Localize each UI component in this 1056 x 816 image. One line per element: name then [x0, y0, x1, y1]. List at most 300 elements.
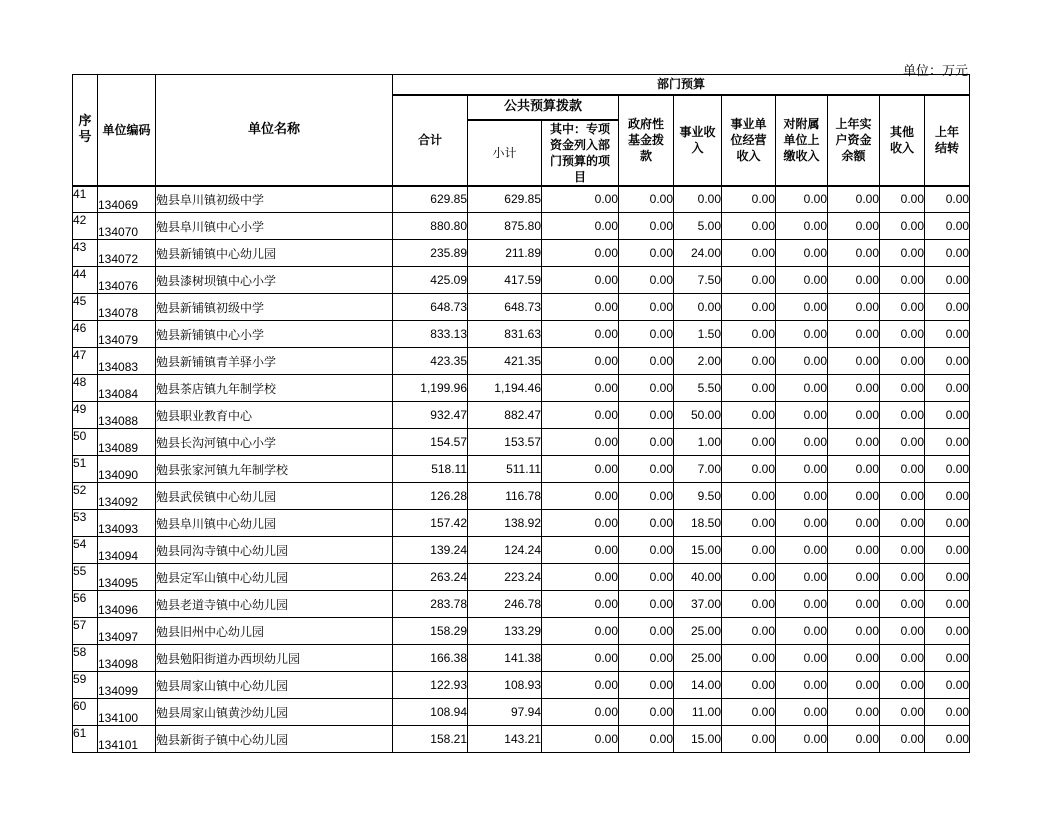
row-business-income: 11.00	[674, 699, 722, 726]
row-gov-fund: 0.00	[619, 267, 674, 294]
row-business-income: 5.50	[674, 375, 722, 402]
row-other-income: 0.00	[880, 726, 925, 753]
table-row	[73, 510, 970, 537]
row-last-year-balance: 0.00	[828, 429, 880, 456]
row-gov-fund: 0.00	[619, 591, 674, 618]
row-affiliated-income: 0.00	[776, 267, 828, 294]
row-code: 134094	[98, 537, 156, 564]
row-special: 0.00	[542, 348, 619, 375]
row-name: 勉县同沟寺镇中心幼儿园	[156, 537, 393, 564]
row-other-income: 0.00	[880, 699, 925, 726]
row-total: 629.85	[393, 186, 468, 213]
table-row	[73, 267, 970, 294]
row-name: 勉县长沟河镇中心小学	[156, 429, 393, 456]
row-seq: 43	[73, 240, 98, 267]
row-code: 134076	[98, 267, 156, 294]
row-special: 0.00	[542, 321, 619, 348]
row-gov-fund: 0.00	[619, 402, 674, 429]
row-special: 0.00	[542, 213, 619, 240]
row-seq: 44	[73, 267, 98, 294]
row-code: 134098	[98, 645, 156, 672]
row-name: 勉县新街子镇中心幼儿园	[156, 726, 393, 753]
row-seq: 53	[73, 510, 98, 537]
row-business-unit-income: 0.00	[722, 699, 776, 726]
row-special: 0.00	[542, 618, 619, 645]
row-business-unit-income: 0.00	[722, 348, 776, 375]
table-row	[73, 321, 970, 348]
row-total: 235.89	[393, 240, 468, 267]
unit-label: 单位：万元	[902, 64, 968, 79]
row-last-year-balance: 0.00	[828, 186, 880, 213]
header-business-income: 事业收入	[674, 95, 722, 186]
row-seq: 52	[73, 483, 98, 510]
row-affiliated-income: 0.00	[776, 483, 828, 510]
row-business-income: 9.50	[674, 483, 722, 510]
row-name: 勉县新铺镇中心小学	[156, 321, 393, 348]
row-other-income: 0.00	[880, 510, 925, 537]
row-business-unit-income: 0.00	[722, 186, 776, 213]
row-subtotal: 875.80	[468, 213, 542, 240]
row-gov-fund: 0.00	[619, 456, 674, 483]
header-code: 单位编码	[98, 75, 156, 186]
row-total: 122.93	[393, 672, 468, 699]
row-other-income: 0.00	[880, 294, 925, 321]
row-name: 勉县阜川镇中心幼儿园	[156, 510, 393, 537]
table-row	[73, 375, 970, 402]
row-gov-fund: 0.00	[619, 564, 674, 591]
row-name: 勉县新铺镇中心幼儿园	[156, 240, 393, 267]
row-affiliated-income: 0.00	[776, 186, 828, 213]
header-subtotal: 小计	[468, 120, 542, 186]
row-subtotal: 246.78	[468, 591, 542, 618]
row-last-year-balance: 0.00	[828, 618, 880, 645]
row-other-income: 0.00	[880, 321, 925, 348]
row-subtotal: 223.24	[468, 564, 542, 591]
row-special: 0.00	[542, 537, 619, 564]
row-code: 134070	[98, 213, 156, 240]
row-special: 0.00	[542, 402, 619, 429]
row-name: 勉县职业教育中心	[156, 402, 393, 429]
row-code: 134072	[98, 240, 156, 267]
row-subtotal: 882.47	[468, 402, 542, 429]
row-name: 勉县勉阳街道办西坝幼儿园	[156, 645, 393, 672]
row-name: 勉县定军山镇中心幼儿园	[156, 564, 393, 591]
row-carryover: 0.00	[925, 699, 970, 726]
row-carryover: 0.00	[925, 618, 970, 645]
row-other-income: 0.00	[880, 186, 925, 213]
row-last-year-balance: 0.00	[828, 213, 880, 240]
row-special: 0.00	[542, 591, 619, 618]
row-last-year-balance: 0.00	[828, 672, 880, 699]
row-name: 勉县周家山镇黄沙幼儿园	[156, 699, 393, 726]
row-seq: 61	[73, 726, 98, 753]
row-affiliated-income: 0.00	[776, 510, 828, 537]
row-special: 0.00	[542, 726, 619, 753]
table-row	[73, 186, 970, 213]
table-row	[73, 213, 970, 240]
row-special: 0.00	[542, 672, 619, 699]
row-business-income: 25.00	[674, 618, 722, 645]
row-name: 勉县新铺镇初级中学	[156, 294, 393, 321]
row-gov-fund: 0.00	[619, 672, 674, 699]
table-row	[73, 591, 970, 618]
row-affiliated-income: 0.00	[776, 591, 828, 618]
row-business-unit-income: 0.00	[722, 510, 776, 537]
row-name: 勉县旧州中心幼儿园	[156, 618, 393, 645]
table-row	[73, 645, 970, 672]
row-seq: 42	[73, 213, 98, 240]
row-business-income: 1.50	[674, 321, 722, 348]
row-total: 108.94	[393, 699, 468, 726]
row-seq: 58	[73, 645, 98, 672]
row-carryover: 0.00	[925, 591, 970, 618]
row-business-unit-income: 0.00	[722, 672, 776, 699]
row-affiliated-income: 0.00	[776, 321, 828, 348]
row-special: 0.00	[542, 375, 619, 402]
row-subtotal: 421.35	[468, 348, 542, 375]
row-seq: 48	[73, 375, 98, 402]
row-subtotal: 97.94	[468, 699, 542, 726]
row-affiliated-income: 0.00	[776, 348, 828, 375]
row-affiliated-income: 0.00	[776, 537, 828, 564]
row-total: 932.47	[393, 402, 468, 429]
row-carryover: 0.00	[925, 510, 970, 537]
row-code: 134069	[98, 186, 156, 213]
row-subtotal: 108.93	[468, 672, 542, 699]
row-business-unit-income: 0.00	[722, 267, 776, 294]
row-special: 0.00	[542, 294, 619, 321]
row-last-year-balance: 0.00	[828, 348, 880, 375]
row-business-unit-income: 0.00	[722, 240, 776, 267]
row-business-unit-income: 0.00	[722, 591, 776, 618]
row-subtotal: 138.92	[468, 510, 542, 537]
table-row	[73, 483, 970, 510]
row-special: 0.00	[542, 564, 619, 591]
row-special: 0.00	[542, 510, 619, 537]
row-total: 158.29	[393, 618, 468, 645]
row-name: 勉县武侯镇中心幼儿园	[156, 483, 393, 510]
row-business-unit-income: 0.00	[722, 321, 776, 348]
table-row	[73, 456, 970, 483]
row-special: 0.00	[542, 429, 619, 456]
row-other-income: 0.00	[880, 672, 925, 699]
row-last-year-balance: 0.00	[828, 375, 880, 402]
row-subtotal: 629.85	[468, 186, 542, 213]
table-body	[73, 186, 970, 753]
row-business-unit-income: 0.00	[722, 402, 776, 429]
row-carryover: 0.00	[925, 456, 970, 483]
row-business-income: 18.50	[674, 510, 722, 537]
row-name: 勉县新铺镇青羊驿小学	[156, 348, 393, 375]
row-last-year-balance: 0.00	[828, 321, 880, 348]
row-code: 134101	[98, 726, 156, 753]
table-row	[73, 618, 970, 645]
row-total: 648.73	[393, 294, 468, 321]
row-affiliated-income: 0.00	[776, 618, 828, 645]
row-code: 134079	[98, 321, 156, 348]
row-other-income: 0.00	[880, 591, 925, 618]
row-business-income: 7.00	[674, 456, 722, 483]
row-code: 134093	[98, 510, 156, 537]
row-carryover: 0.00	[925, 726, 970, 753]
row-business-income: 0.00	[674, 294, 722, 321]
row-total: 263.24	[393, 564, 468, 591]
row-code: 134092	[98, 483, 156, 510]
row-last-year-balance: 0.00	[828, 456, 880, 483]
row-other-income: 0.00	[880, 456, 925, 483]
row-last-year-balance: 0.00	[828, 483, 880, 510]
row-affiliated-income: 0.00	[776, 402, 828, 429]
row-subtotal: 133.29	[468, 618, 542, 645]
row-subtotal: 1,194.46	[468, 375, 542, 402]
row-code: 134078	[98, 294, 156, 321]
row-other-income: 0.00	[880, 375, 925, 402]
row-business-unit-income: 0.00	[722, 483, 776, 510]
row-name: 勉县漆树坝镇中心小学	[156, 267, 393, 294]
row-affiliated-income: 0.00	[776, 645, 828, 672]
row-code: 134100	[98, 699, 156, 726]
row-subtotal: 648.73	[468, 294, 542, 321]
row-last-year-balance: 0.00	[828, 726, 880, 753]
row-carryover: 0.00	[925, 294, 970, 321]
row-last-year-balance: 0.00	[828, 537, 880, 564]
header-last-year-balance: 上年实户资金余额	[828, 95, 880, 186]
row-seq: 54	[73, 537, 98, 564]
table-row	[73, 240, 970, 267]
header-other-income: 其他收入	[880, 95, 925, 186]
row-total: 126.28	[393, 483, 468, 510]
row-seq: 51	[73, 456, 98, 483]
row-carryover: 0.00	[925, 348, 970, 375]
row-total: 139.24	[393, 537, 468, 564]
row-last-year-balance: 0.00	[828, 294, 880, 321]
row-business-income: 15.00	[674, 726, 722, 753]
row-name: 勉县周家山镇中心幼儿园	[156, 672, 393, 699]
row-other-income: 0.00	[880, 240, 925, 267]
row-gov-fund: 0.00	[619, 429, 674, 456]
header-name: 单位名称	[156, 75, 393, 186]
row-business-income: 15.00	[674, 537, 722, 564]
row-name: 勉县阜川镇初级中学	[156, 186, 393, 213]
row-other-income: 0.00	[880, 348, 925, 375]
row-seq: 60	[73, 699, 98, 726]
row-gov-fund: 0.00	[619, 294, 674, 321]
row-carryover: 0.00	[925, 429, 970, 456]
row-special: 0.00	[542, 645, 619, 672]
table-row	[73, 348, 970, 375]
row-carryover: 0.00	[925, 672, 970, 699]
row-business-income: 24.00	[674, 240, 722, 267]
row-special: 0.00	[542, 267, 619, 294]
row-last-year-balance: 0.00	[828, 267, 880, 294]
table-row	[73, 294, 970, 321]
row-business-income: 0.00	[674, 186, 722, 213]
row-gov-fund: 0.00	[619, 618, 674, 645]
row-code: 134084	[98, 375, 156, 402]
row-last-year-balance: 0.00	[828, 645, 880, 672]
row-business-unit-income: 0.00	[722, 213, 776, 240]
row-affiliated-income: 0.00	[776, 294, 828, 321]
row-seq: 46	[73, 321, 98, 348]
row-last-year-balance: 0.00	[828, 510, 880, 537]
row-carryover: 0.00	[925, 483, 970, 510]
row-subtotal: 124.24	[468, 537, 542, 564]
row-business-income: 25.00	[674, 645, 722, 672]
row-business-income: 5.00	[674, 213, 722, 240]
row-last-year-balance: 0.00	[828, 564, 880, 591]
row-last-year-balance: 0.00	[828, 699, 880, 726]
row-affiliated-income: 0.00	[776, 672, 828, 699]
row-code: 134088	[98, 402, 156, 429]
row-business-unit-income: 0.00	[722, 726, 776, 753]
row-total: 833.13	[393, 321, 468, 348]
row-subtotal: 143.21	[468, 726, 542, 753]
row-subtotal: 116.78	[468, 483, 542, 510]
row-subtotal: 141.38	[468, 645, 542, 672]
row-seq: 50	[73, 429, 98, 456]
row-subtotal: 211.89	[468, 240, 542, 267]
row-business-income: 1.00	[674, 429, 722, 456]
row-total: 154.57	[393, 429, 468, 456]
row-other-income: 0.00	[880, 618, 925, 645]
row-affiliated-income: 0.00	[776, 726, 828, 753]
row-carryover: 0.00	[925, 186, 970, 213]
row-other-income: 0.00	[880, 402, 925, 429]
row-gov-fund: 0.00	[619, 348, 674, 375]
row-carryover: 0.00	[925, 213, 970, 240]
row-business-unit-income: 0.00	[722, 294, 776, 321]
row-subtotal: 831.63	[468, 321, 542, 348]
row-seq: 59	[73, 672, 98, 699]
row-other-income: 0.00	[880, 213, 925, 240]
header-affiliated-income: 对附属单位上缴收入	[776, 95, 828, 186]
row-total: 1,199.96	[393, 375, 468, 402]
row-seq: 49	[73, 402, 98, 429]
row-other-income: 0.00	[880, 267, 925, 294]
row-code: 134095	[98, 564, 156, 591]
table-row	[73, 429, 970, 456]
header-special: 其中：专项资金列入部门预算的项目	[542, 120, 619, 186]
row-special: 0.00	[542, 699, 619, 726]
row-name: 勉县老道寺镇中心幼儿园	[156, 591, 393, 618]
row-other-income: 0.00	[880, 429, 925, 456]
header-public-budget: 公共预算拨款	[468, 95, 619, 120]
row-gov-fund: 0.00	[619, 510, 674, 537]
row-other-income: 0.00	[880, 564, 925, 591]
row-code: 134089	[98, 429, 156, 456]
row-business-unit-income: 0.00	[722, 537, 776, 564]
row-total: 518.11	[393, 456, 468, 483]
row-gov-fund: 0.00	[619, 699, 674, 726]
row-special: 0.00	[542, 186, 619, 213]
row-affiliated-income: 0.00	[776, 213, 828, 240]
row-seq: 41	[73, 186, 98, 213]
row-code: 134099	[98, 672, 156, 699]
row-gov-fund: 0.00	[619, 213, 674, 240]
row-other-income: 0.00	[880, 483, 925, 510]
header-gov-fund: 政府性基金拨款	[619, 95, 674, 186]
table-row	[73, 726, 970, 753]
row-business-income: 40.00	[674, 564, 722, 591]
row-gov-fund: 0.00	[619, 537, 674, 564]
row-seq: 57	[73, 618, 98, 645]
row-total: 157.42	[393, 510, 468, 537]
row-last-year-balance: 0.00	[828, 591, 880, 618]
table-row	[73, 564, 970, 591]
row-total: 158.21	[393, 726, 468, 753]
row-special: 0.00	[542, 456, 619, 483]
row-carryover: 0.00	[925, 402, 970, 429]
row-total: 283.78	[393, 591, 468, 618]
row-carryover: 0.00	[925, 375, 970, 402]
row-affiliated-income: 0.00	[776, 375, 828, 402]
row-last-year-balance: 0.00	[828, 240, 880, 267]
row-seq: 55	[73, 564, 98, 591]
row-business-income: 14.00	[674, 672, 722, 699]
table-row	[73, 402, 970, 429]
row-total: 425.09	[393, 267, 468, 294]
row-name: 勉县阜川镇中心小学	[156, 213, 393, 240]
row-special: 0.00	[542, 240, 619, 267]
row-seq: 47	[73, 348, 98, 375]
row-name: 勉县茶店镇九年制学校	[156, 375, 393, 402]
row-gov-fund: 0.00	[619, 186, 674, 213]
header-dept-budget: 部门预算	[393, 75, 970, 95]
row-gov-fund: 0.00	[619, 645, 674, 672]
row-carryover: 0.00	[925, 267, 970, 294]
row-affiliated-income: 0.00	[776, 240, 828, 267]
row-affiliated-income: 0.00	[776, 699, 828, 726]
row-business-income: 50.00	[674, 402, 722, 429]
row-total: 880.80	[393, 213, 468, 240]
row-business-income: 2.00	[674, 348, 722, 375]
header-seq: 序号	[73, 75, 98, 186]
row-total: 166.38	[393, 645, 468, 672]
row-last-year-balance: 0.00	[828, 402, 880, 429]
row-carryover: 0.00	[925, 537, 970, 564]
row-code: 134096	[98, 591, 156, 618]
row-carryover: 0.00	[925, 645, 970, 672]
row-gov-fund: 0.00	[619, 483, 674, 510]
row-carryover: 0.00	[925, 240, 970, 267]
row-business-unit-income: 0.00	[722, 564, 776, 591]
row-other-income: 0.00	[880, 645, 925, 672]
row-carryover: 0.00	[925, 564, 970, 591]
row-affiliated-income: 0.00	[776, 429, 828, 456]
row-business-unit-income: 0.00	[722, 645, 776, 672]
row-business-income: 7.50	[674, 267, 722, 294]
row-gov-fund: 0.00	[619, 321, 674, 348]
table-row	[73, 672, 970, 699]
row-subtotal: 153.57	[468, 429, 542, 456]
row-affiliated-income: 0.00	[776, 456, 828, 483]
row-seq: 45	[73, 294, 98, 321]
row-gov-fund: 0.00	[619, 375, 674, 402]
row-subtotal: 511.11	[468, 456, 542, 483]
row-affiliated-income: 0.00	[776, 564, 828, 591]
table-row	[73, 537, 970, 564]
row-business-unit-income: 0.00	[722, 429, 776, 456]
header-total: 合计	[393, 95, 468, 186]
row-code: 134090	[98, 456, 156, 483]
row-business-income: 37.00	[674, 591, 722, 618]
row-code: 134083	[98, 348, 156, 375]
table-row	[73, 699, 970, 726]
row-total: 423.35	[393, 348, 468, 375]
budget-table	[72, 74, 970, 753]
row-code: 134097	[98, 618, 156, 645]
header-business-unit-income: 事业单位经营收入	[722, 95, 776, 186]
